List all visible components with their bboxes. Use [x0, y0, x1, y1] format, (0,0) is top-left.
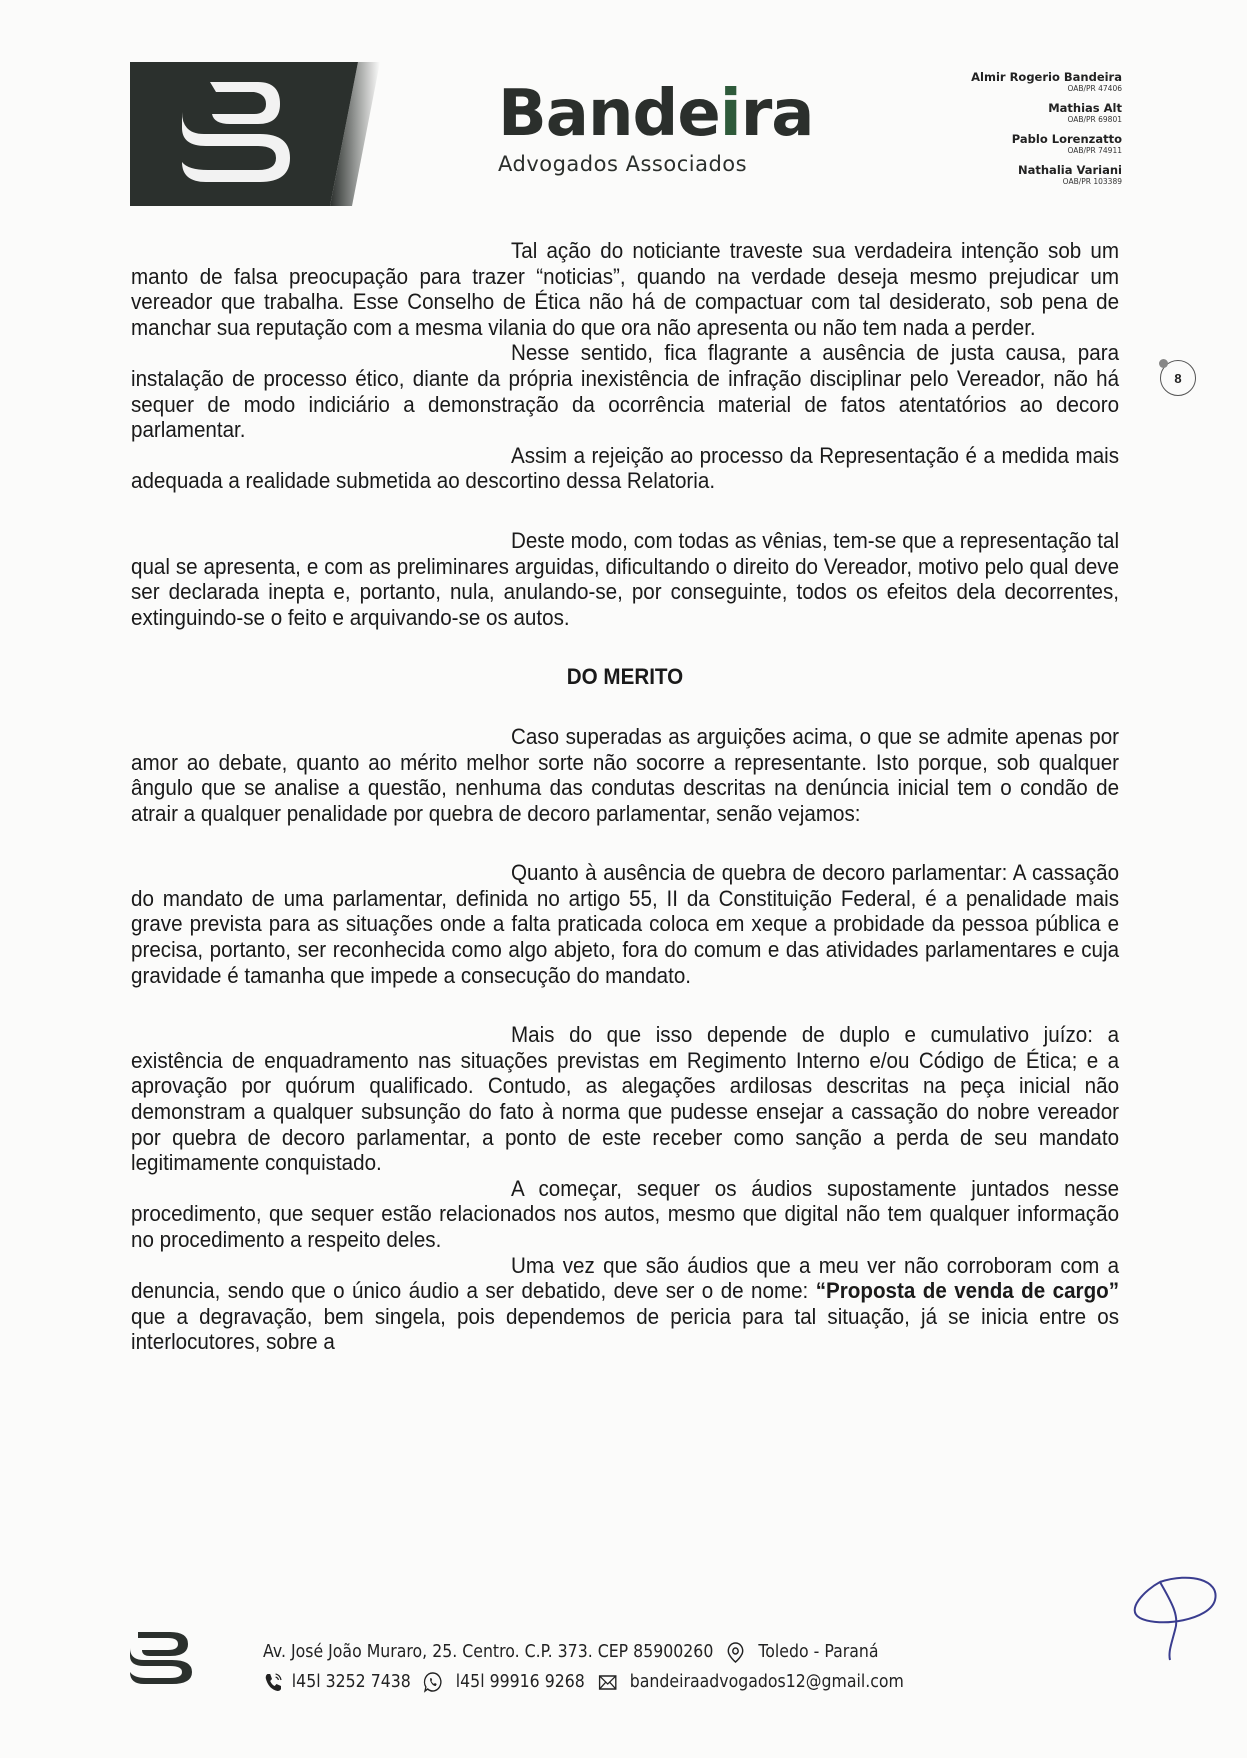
paragraph: Deste modo, com todas as vênias, tem-se que a representação tal qual se apresenta, e com as preliminares arguidas, dificultando o direito do Vereador, motivo pelo qual deve ser declarada inepta e, portanto, nula, anulando-se, por conseguinte, todos os efeitos dela decorrentes, extinguindo-se o feito e arquivando-se os autos. — [131, 527, 1120, 630]
brand-block — [498, 77, 814, 176]
envelope-icon — [597, 1671, 617, 1693]
paragraph: Assim a rejeição ao processo da Representação é a medida mais adequada a realidade submetida ao descortino dessa Relatoria. — [131, 442, 1120, 494]
paragraph-text: Uma vez que são áudios que a meu ver não corroboram com a denuncia, sendo que o único áudio a ser debatido, deve ser o de nome: — [131, 1252, 1120, 1304]
footer-whatsapp: l45l 99916 9268 — [455, 1672, 585, 1692]
whatsapp-icon — [423, 1671, 443, 1693]
partner-entry — [971, 163, 1122, 187]
partner-entry — [971, 70, 1122, 94]
paragraph-text: que a degravação, bem singela, pois dependemos de pericia para tal situação, já se inicia entre os interlocutores, sobre a — [131, 1303, 1120, 1355]
brand-name-accent: i — [719, 77, 741, 151]
partner-name: Nathalia Variani — [1017, 163, 1122, 177]
footer-phone: l45l 3252 7438 — [291, 1672, 411, 1692]
footer-address: Av. José João Muraro, 25. Centro. C.P. 373. CEP 85900260 — [263, 1642, 714, 1662]
brand-subtitle: Advogados Associados — [498, 152, 748, 176]
partner-oab: OAB/PR 47406 — [1067, 84, 1122, 93]
page-number: 8 — [1174, 370, 1182, 386]
footer-city: Toledo - Paraná — [758, 1642, 879, 1662]
paragraph: Quanto à ausência de quebra de decoro parlamentar: A cassação do mandato de uma parlamentar, definida no artigo 55, II da Constituição Federal, é a penalidade mais grave prevista para as situações onde a falta praticada coloca em xeque a probidade da pessoa pública e precisa, portanto, ser reconhecida como algo abjeto, fora do comum e das atividades parlamentares e cuja gravidade é tamanha que impede a consecução do mandato. — [131, 860, 1120, 988]
paragraph: Nesse sentido, fica flagrante a ausência de justa causa, para instalação de processo ético, diante da própria inexistência de infração disciplinar pelo Vereador, não há sequer de modo indiciário a demonstração da ocorrência material de fatos atentatórios ao decoro parlamentar. — [131, 340, 1120, 443]
footer-contact — [263, 1637, 1123, 1697]
partner-oab: OAB/PR 74911 — [1067, 146, 1122, 155]
page-number-stamp — [1160, 360, 1196, 396]
footer-logo-icon — [126, 1630, 196, 1686]
logo-b-icon — [130, 62, 380, 206]
paragraph: A começar, sequer os áudios supostamente juntados nesse procedimento, que sequer estão relacionados nos autos, mesmo que digital não tem qualquer informação no procedimento a respeito deles. — [131, 1175, 1120, 1252]
partner-name: Almir Rogerio Bandeira — [971, 70, 1122, 84]
brand-name-part1: Bande — [498, 77, 720, 151]
partner-name: Mathias Alt — [1048, 101, 1122, 115]
partner-oab: OAB/PR 69801 — [1067, 115, 1122, 124]
partner-entry — [971, 132, 1122, 156]
phone-icon — [263, 1671, 283, 1693]
paragraph: Mais do que isso depende de duplo e cumulativo juízo: a existência de enquadramento nas situações previstas em Regimento Interno e/ou Código de Ética; e a aprovação por quórum qualificado. Contudo, as alegações ardilosas descritas na peça inicial não demonstram a qualquer subsunção do fato à norma que pudesse ensejar a cassação do nobre vereador por quebra de decoro parlamentar, a ponto de este receber como sanção a perda de seu mandato legitimamente conquistado. — [131, 1022, 1120, 1176]
partners-list — [971, 70, 1122, 194]
partner-name: Pablo Lorenzatto — [1011, 132, 1122, 146]
brand-name-part2: ra — [740, 77, 814, 151]
audio-title: “Proposta de venda de cargo” — [815, 1278, 1120, 1304]
location-pin-icon — [726, 1641, 746, 1663]
footer-email[interactable]: bandeiraadvogados12@gmail.com — [629, 1672, 904, 1692]
paragraph — [131, 1253, 1119, 1355]
paragraph: Tal ação do noticiante traveste sua verdadeira intenção sob um manto de falsa preocupação para trazer “noticias”, quando na verdade deseja mesmo prejudicar um vereador que trabalha. Esse Conselho de Ética não há de compactuar com tal desiderato, sob pena de manchar sua reputação com a mesma vilania do que ora não apresenta ou não tem nada a perder. — [131, 238, 1120, 340]
footer-contacts-row — [263, 1667, 1122, 1697]
brand-name — [498, 77, 814, 151]
stamp-dot — [1159, 359, 1168, 368]
signature-initials — [1120, 1570, 1230, 1665]
section-heading: DO MERITO — [566, 664, 684, 690]
document-body — [131, 238, 1119, 1355]
partner-oab: OAB/PR 103389 — [1062, 177, 1122, 186]
footer-address-row — [263, 1637, 1122, 1667]
partner-entry — [971, 101, 1122, 125]
logo-mark — [130, 62, 380, 206]
paragraph: Caso superadas as arguições acima, o que se admite apenas por amor ao debate, quanto ao mérito melhor sorte não socorre a representante. Isto porque, sob qualquer ângulo que se analise a questão, nenhuma das condutas descritas na denúncia inicial tem o condão de atrair a qualquer penalidade por quebra de decoro parlamentar, senão vejamos: — [131, 723, 1120, 826]
